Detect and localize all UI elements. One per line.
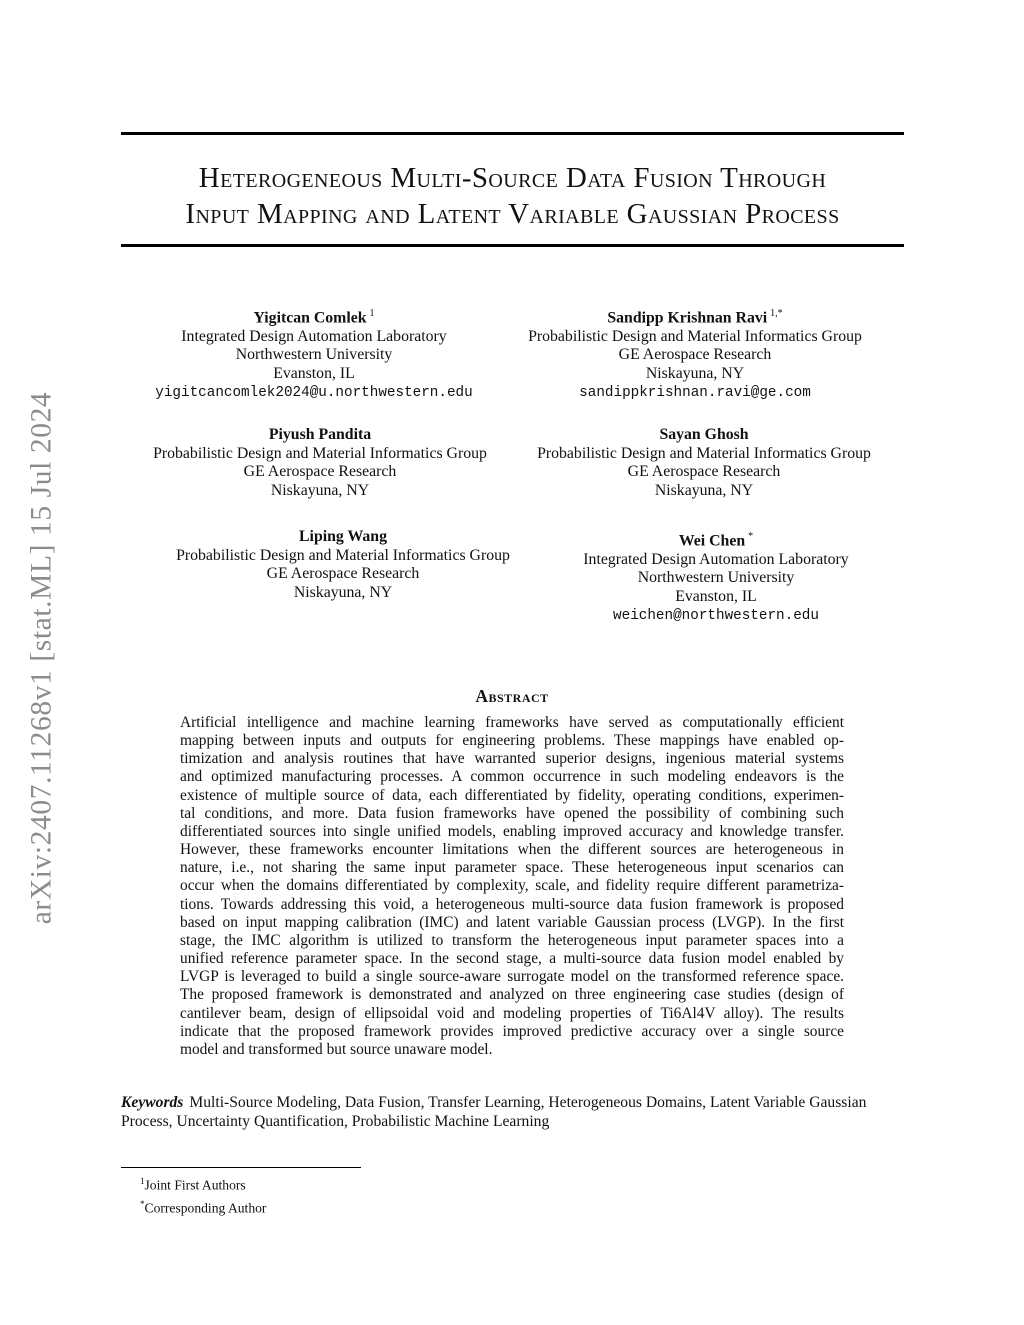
author-affiliation: Probabilistic Design and Material Informatics Group <box>153 444 487 462</box>
abstract-line: indicate that the proposed framework provides improved predictive accuracy over a single source <box>180 1022 844 1040</box>
arxiv-sidebar-stamp: arXiv:2407.11268v1 [stat.ML] 15 Jul 2024 <box>25 391 58 925</box>
abstract-line: differentiated sources into single unified models, enabling improved accuracy and knowledge transfer. <box>180 822 844 840</box>
author-affiliation: GE Aerospace Research <box>618 346 772 364</box>
footnotes <box>140 1172 266 1218</box>
author-block <box>104 305 524 402</box>
footnote-rule <box>121 1167 361 1168</box>
author-name: Liping Wang <box>299 528 387 545</box>
abstract-line: tal conditions, and more. Data fusion frameworks have opened the possibility of combining such <box>180 804 844 822</box>
author-affiliation: Northwestern University <box>637 569 795 587</box>
footnote-text: Joint First Authors <box>144 1177 246 1193</box>
footnote-item <box>140 1172 266 1195</box>
abstract-line: and optimized manufacturing processes. A common occurrence in such modeling endeavors is the <box>180 768 844 786</box>
footnote-mark: 1 <box>140 1176 145 1186</box>
keywords-label: Keywords <box>121 1094 184 1111</box>
author-affiliation: Evanston, IL <box>273 365 355 383</box>
author-mark: * <box>748 531 754 542</box>
author-name: Wei Chen <box>678 532 746 550</box>
title-top-rule <box>121 132 904 135</box>
author-block <box>485 305 905 402</box>
title-line-1: Heterogeneous Multi-Source Data Fusion Through <box>198 162 827 194</box>
author-name: Piyush Pandita <box>268 426 372 443</box>
author-affiliation: Niskayuna, NY <box>645 365 745 383</box>
keywords-text: Multi-Source Modeling, Data Fusion, Transfer Learning, Heterogeneous Domains, Latent Variable Gaussian Process, Uncertainty Quantification, Probabilistic Machine Learning <box>121 1094 867 1130</box>
author-block <box>133 528 553 602</box>
abstract-line: mapping between inputs and outputs for engineering problems. These mappings have enabled op- <box>180 732 844 750</box>
abstract-line: stage, the IMC algorithm is utilized to transform the heterogeneous input parameter spaces into a <box>180 931 844 949</box>
author-affiliation: Probabilistic Design and Material Informatics Group <box>528 327 862 345</box>
abstract-line: Artificial intelligence and machine learning frameworks have served as computationally efficient <box>180 714 844 731</box>
author-affiliation: Probabilistic Design and Material Informatics Group <box>537 444 871 462</box>
author-email[interactable]: sandippkrishnan.ravi@ge.com <box>579 384 811 401</box>
author-affiliation: Probabilistic Design and Material Informatics Group <box>176 546 510 564</box>
footnote-text: Corresponding Author <box>144 1200 267 1216</box>
footnote-item <box>140 1195 266 1218</box>
paper-title <box>121 160 904 232</box>
author-name: Sandipp Krishnan Ravi <box>607 309 768 327</box>
abstract-line: unified reference parameter space. In the second stage, a multi-source data fusion model enabled by <box>180 950 844 968</box>
author-affiliation: Evanston, IL <box>675 588 757 606</box>
abstract-line: model and transformed but source unaware model. <box>180 1040 493 1058</box>
author-email[interactable]: weichen@northwestern.edu <box>613 607 819 624</box>
abstract-line: However, these frameworks encounter limitations when the different sources are heterogeneous in <box>180 841 844 859</box>
author-name: Yigitcan Comlek <box>253 309 367 327</box>
footnote-mark: * <box>140 1199 145 1210</box>
abstract-line: timization and analysis routines that have warranted superior designs, ingenious material systems <box>180 750 844 768</box>
author-affiliation: Niskayuna, NY <box>270 481 370 499</box>
abstract-line: existence of multiple source of data, each differentiated by fidelity, operating conditions, experimen- <box>180 786 844 804</box>
abstract-line: occur when the domains differentiated by complexity, scale, and fidelity require different parametriza- <box>180 877 844 895</box>
author-affiliation: Integrated Design Automation Laboratory <box>181 327 447 345</box>
abstract-body <box>180 714 844 1059</box>
author-affiliation: GE Aerospace Research <box>627 463 781 481</box>
abstract-heading: Abstract <box>475 686 549 706</box>
author-mark: 1 <box>369 308 375 319</box>
keywords-section <box>121 1094 904 1131</box>
abstract-line: LVGP is leveraged to build a single source-aware surrogate model on the transformed reference space. <box>180 968 844 986</box>
author-block <box>110 426 530 500</box>
author-name: Sayan Ghosh <box>659 426 749 443</box>
title-bottom-rule <box>121 244 904 247</box>
author-affiliation: Niskayuna, NY <box>293 583 393 601</box>
abstract-line: cantilever beam, design of ellipsoidal void and modeling properties of Ti6Al4V alloy). The results <box>180 1004 844 1022</box>
author-affiliation: Integrated Design Automation Laboratory <box>583 550 849 568</box>
abstract-line: nature, i.e., not sharing the same input parameter space. These heterogeneous input scenarios can <box>180 859 844 877</box>
author-block <box>506 528 926 625</box>
abstract-line: tions. Towards addressing this void, a heterogeneous multi-source data fusion framework is proposed <box>180 895 844 913</box>
abstract-line: The proposed framework is demonstrated and analyzed on three engineering case studies (design of <box>180 986 844 1004</box>
author-email[interactable]: yigitcancomlek2024@u.northwestern.edu <box>155 384 473 401</box>
abstract-line: based on input mapping calibration (IMC) and latent variable Gaussian process (LVGP). In the first <box>180 913 844 931</box>
author-block <box>494 426 914 500</box>
author-mark: 1,* <box>770 308 783 319</box>
author-affiliation: GE Aerospace Research <box>266 565 420 583</box>
title-line-2: Input Mapping and Latent Variable Gaussian Process <box>185 198 840 230</box>
author-affiliation: Niskayuna, NY <box>654 481 754 499</box>
author-affiliation: GE Aerospace Research <box>243 463 397 481</box>
author-affiliation: Northwestern University <box>235 346 393 364</box>
